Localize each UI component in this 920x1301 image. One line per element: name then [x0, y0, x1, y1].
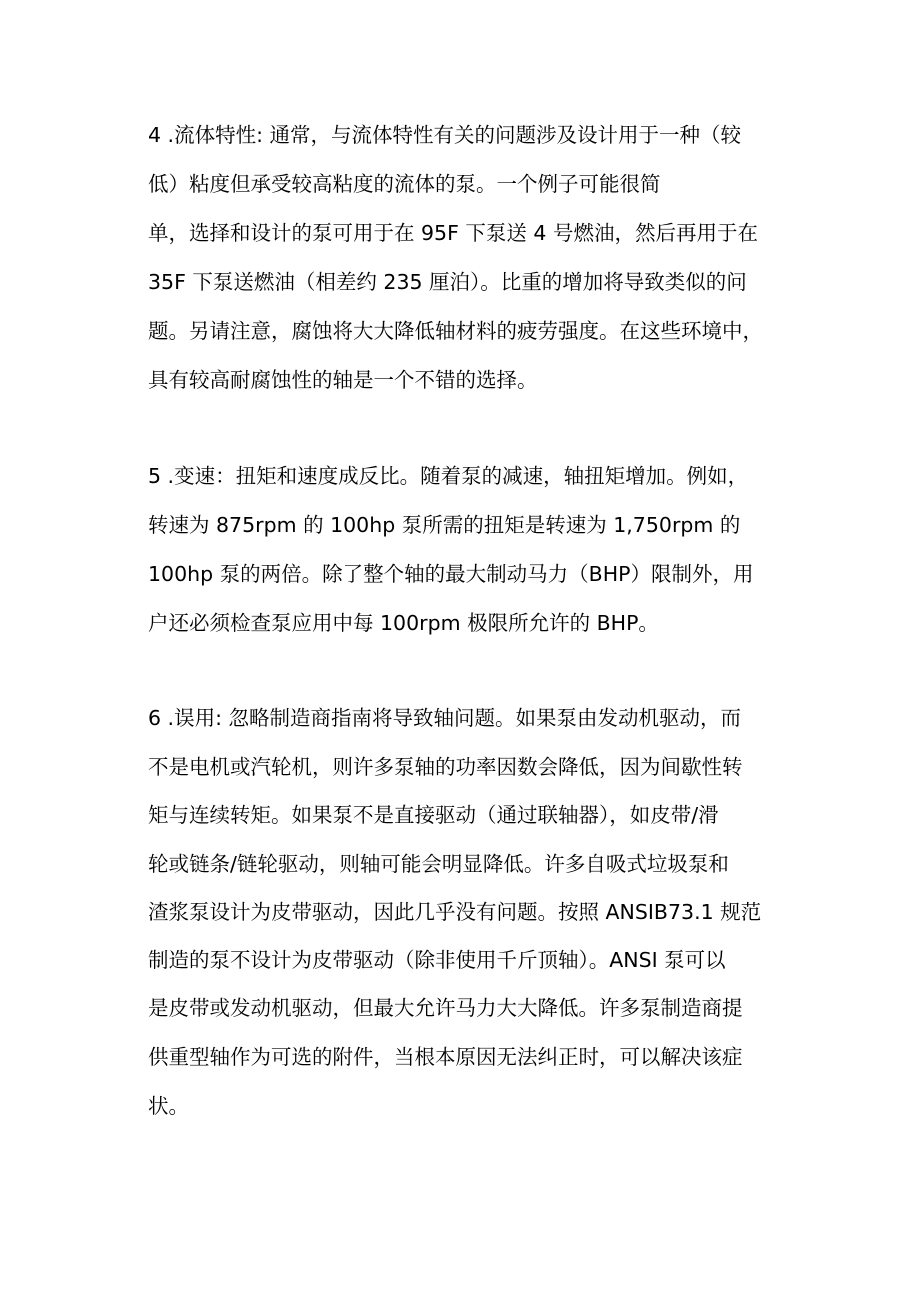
paragraph-3-line-6: 制造的泵不设计为皮带驱动（除非使用千斤顶轴）。ANSI 泵可以: [148, 948, 726, 972]
paragraph-1-line-1: 4 .流体特性: 通常，与流体特性有关的问题涉及设计用于一种（较: [148, 123, 741, 147]
paragraph-3-line-1: 6 .误用: 忽略制造商指南将导致轴问题。如果泵由发动机驱动，而: [148, 706, 741, 730]
paragraph-3-line-5: 渣浆泵设计为皮带驱动，因此几乎没有问题。按照 ANSIB73.1 规范: [148, 900, 762, 924]
paragraph-2-line-1: 5 .变速：扭矩和速度成反比。随着泵的减速，轴扭矩增加。例如，: [148, 464, 749, 488]
paragraph-2-line-4: 户还必须检查泵应用中每 100rpm 极限所允许的 BHP。: [148, 611, 659, 635]
paragraph-1-line-6: 具有较高耐腐蚀性的轴是一个不错的选择。: [148, 368, 538, 392]
paragraph-3-line-9: 状。: [148, 1094, 189, 1118]
paragraph-2-line-2: 转速为 875rpm 的 100hp 泵所需的扭矩是转速为 1,750rpm 的: [148, 513, 741, 537]
paragraph-1-line-4: 35F 下泵送燃油（相差约 235 厘泊）。比重的增加将导致类似的问: [148, 270, 747, 294]
paragraph-3-line-7: 是皮带或发动机驱动，但最大允许马力大大降低。许多泵制造商提: [148, 996, 743, 1020]
paragraph-3-line-4: 轮或链条/链轮驱动，则轴可能会明显降低。许多自吸式垃圾泵和: [148, 852, 729, 876]
paragraph-2-line-3: 100hp 泵的两倍。除了整个轴的最大制动马力（BHP）限制外，用: [148, 562, 754, 586]
paragraph-3-line-3: 矩与连续转矩。如果泵不是直接驱动（通过联轴器），如皮带/滑: [148, 803, 719, 827]
paragraph-3-line-2: 不是电机或汽轮机，则许多泵轴的功率因数会降低，因为间歇性转: [148, 755, 743, 779]
paragraph-1-line-2: 低）粘度但承受较高粘度的流体的泵。一个例子可能很简: [148, 172, 661, 196]
paragraph-1-line-5: 题。另请注意，腐蚀将大大降低轴材料的疲劳强度。在这些环境中，: [148, 319, 763, 343]
paragraph-1-line-3: 单，选择和设计的泵可用于在 95F 下泵送 4 号燃油，然后再用于在: [148, 221, 758, 245]
paragraph-3-line-8: 供重型轴作为可选的附件，当根本原因无法纠正时，可以解决该症: [148, 1045, 743, 1069]
